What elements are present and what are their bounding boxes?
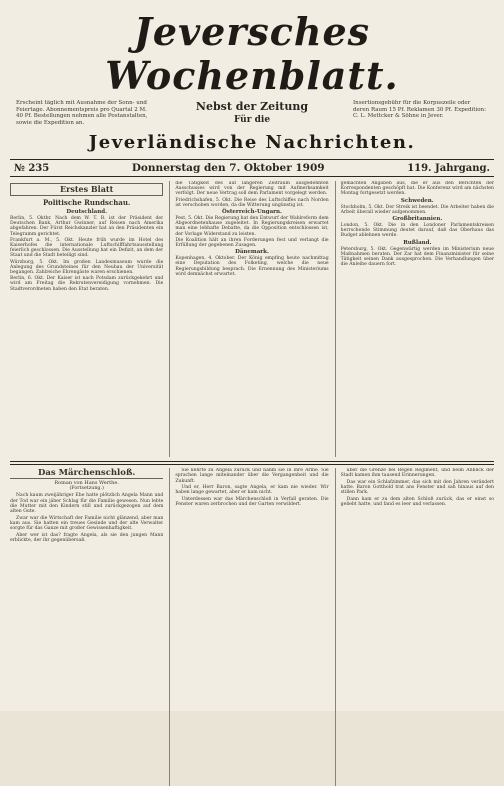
story-paragraph: Zwar war die Wirtschaft der Familie nicht glänzend, aber man kam aus. Sie hatten ein treues Gesinde und der alte Verwalter sorgte für das Ganze mit großer Gewissenhaftigkeit. — [10, 515, 164, 532]
story-paragraph: Dann kam er zu dem alten Schloß zurück, das er einst so geliebt hatte, und fand es leer und verlassen. — [340, 496, 494, 508]
country-heading: Großbritannien. — [392, 216, 443, 223]
subtitle-line-b: Für die — [233, 115, 271, 125]
news-paragraph: Kopenhagen, 4. Oktober. Der König empfing heute nachmittag eine Deputation des Folketing, welche die neue Regierungsbildung besprach. Die Ernennung des Ministeriums wird demnächst erwartet. — [175, 256, 329, 277]
country-heading: Österreich-Ungarn. — [222, 209, 282, 216]
news-paragraph: Frankfurt a. M., 5. Okt. Heute früh wurde im Hotel des Kaiserhofes die internationale Luftschifffahrtsausstellung feierlich geschlossen. Die Ausstellung hat ein Defizit, an dem der Staat und die Stadt beteiligt sind. — [10, 237, 164, 259]
subtitle-line-a: Nebst der Zeitung — [195, 100, 309, 113]
news-paragraph: Petersburg, 5. Okt. Gegenwärtig werden im Ministerium neue Maßnahmen beraten. Der Zar hat dem Finanzminister für seine Tätigkeit seinen Dank ausgesprochen. Die Verhandlungen über die Anleihe dauern fort. — [340, 246, 494, 268]
dateline — [10, 159, 494, 177]
newspaper-title: Jeversches Wochenblatt. — [105, 9, 399, 98]
news-column-3 — [335, 181, 494, 457]
news-paragraph: Stockholm, 5. Okt. Der Streik ist beendet. Die Arbeiter haben die Arbeit überall wieder aufgenommen. — [340, 204, 494, 215]
masthead-subtitle — [175, 100, 329, 125]
story-paragraph: Das war ein Schlafzimmer, das sich mit den Jahren verändert hatte. Baron Gotthold trat ans Fenster und sah hinaus auf den stillen Park. — [340, 479, 494, 496]
feuilleton-divider — [10, 461, 494, 465]
news-paragraph: Pest, 5. Okt. Die Regierung hat den Entwurf der Wahlreform dem Abgeordnetenhause zugeleitet. In Regierungskreisen erwartet man eine lebhafte Debatte, da die Opposition entschlossen ist, der Vorlage Widerstand zu leisten. — [175, 216, 329, 237]
story-paragraph: Sie kehrte zu Angela zurück und nahm sie in ihre Arme. Sie sprachen lange miteinander über die Vergangenheit und die Zukunft. — [175, 468, 329, 484]
masthead-subrow — [10, 100, 494, 128]
news-paragraph: die Tätigkeit des auf längeren Zeitraum ausgedehnten Ausschusses wird von der Regierung mit Aufmerksamkeit verfolgt. Der neue Vertrag soll dem Parlament vorgelegt werden. — [175, 181, 329, 197]
story-paragraph: Unterdessen war das Märchenschloß in Verfall geraten. Die Fenster waren zerbrochen und der Garten verwildert. — [175, 496, 329, 508]
subscription-notice: Erscheint täglich mit Ausnahme der Sonn- und Feiertage. Abonnementspreis pro Quartal 2 M. 40 Pf. Bestellungen nehmen alle Postanstalten, sowie die Expedition an. — [16, 100, 148, 126]
issue-date: Donnerstag den 7. Oktober 1909 — [131, 162, 325, 174]
volume-year: 119. Jahrgang. — [407, 163, 490, 174]
section-heading: Politische Rundschau. — [42, 198, 131, 207]
story-paragraph: über die Grenze bei Regen Regiment, und beim Anblick der Stadt kamen ihm tausend Erinnerungen. — [340, 468, 494, 479]
feuilleton-column-2 — [169, 468, 328, 786]
country-heading: Deutschland. — [66, 209, 107, 215]
feuilleton-column-3 — [335, 468, 494, 786]
issue-number: № 235 — [14, 163, 50, 174]
news-paragraph: Berlin, 6. Okt. Der Kaiser ist nach Potsdam zurückgekehrt und wird am Freitag die Rekrutenvereidigung vornehmen. Die Stadtverordneten haben den Etat beraten. — [10, 276, 164, 292]
country-heading: Rußland. — [403, 239, 432, 246]
story-paragraph: Nach kaum zweijähriger Ehe hatte plötzlich Angela Mann und der Tod war ein jäher Schlag für die Familie gewesen. Nun lebte die Mutter mit den Kindern still und zurückgezogen auf dem alten Gute. — [10, 493, 164, 515]
supplement-banner: Jeverländische Nachrichten. — [88, 132, 416, 153]
section-label: Erstes Blatt — [10, 183, 163, 196]
news-paragraph: Die Koalition hält an ihren Forderungen fest und verlangt die Erfüllung der gegebenen Zusagen. — [175, 237, 329, 249]
feuilleton-column-1 — [10, 468, 163, 786]
news-paragraph: London, 5. Okt. Die in den Londoner Parlamentskreisen herrschende Stimmung deutet darauf, daß das Oberhaus das Budget ablehnen werde. — [340, 223, 494, 239]
news-columns — [10, 181, 494, 457]
country-heading: Dänemark. — [235, 249, 269, 256]
masthead — [10, 10, 494, 153]
news-paragraph: gemachten Angaben aus, die er aus den Berichten der Korrespondenten geschöpft hat. Die Konferenz wird am nächsten Montag fortgesetzt werden. — [340, 181, 494, 197]
insertion-notice: Insertionsgebühr für die Korpuszeile oder deren Raum 15 Pf. Reklamen 30 Pf. Expedition: C. L. Mettcker & Söhne in Jever. — [353, 100, 486, 120]
news-column-2 — [169, 181, 328, 457]
news-paragraph: Friedrichshafen, 5. Okt. Die Reise des Luftschiffes nach Norden ist verschoben worden, da die Witterung ungünstig ist. — [175, 197, 329, 208]
news-paragraph: Würzburg, 5. Okt. Im großen Landesmuseum wurde die Anlegung des Grundsteines für den Neubau der Universität begangen. Zahlreiche Ehrengäste waren erschienen. — [10, 259, 164, 276]
story-paragraph: Und er, Herr Baron, sagte Angela, er kam nie wieder. Wir haben lange gewartet, aber er kam nicht. — [175, 485, 329, 496]
news-paragraph: Berlin, 5. Oktbr. Nach dem W. T. B. ist der Präsident der Deutschen Bank, Arthur Gwinner, auf Reisen nach Amerika abgefahren. Der Fürst Reichskanzler hat an den Präsidenten ein Telegramm gerichtet. — [10, 216, 164, 237]
story-title: Das Märchenschloß. — [10, 468, 163, 479]
story-continued: (Fortsetzung.) — [69, 486, 104, 491]
feuilleton-section — [10, 468, 494, 786]
story-byline: Roman von Hans Werthe. — [54, 480, 119, 486]
country-heading: Schweden. — [400, 197, 434, 204]
story-paragraph: Aber wer ist das? fragte Angela, als sie den jungen Mann erblickte, der ihr gegenübersaß. — [10, 532, 164, 544]
news-column-1 — [10, 181, 163, 457]
